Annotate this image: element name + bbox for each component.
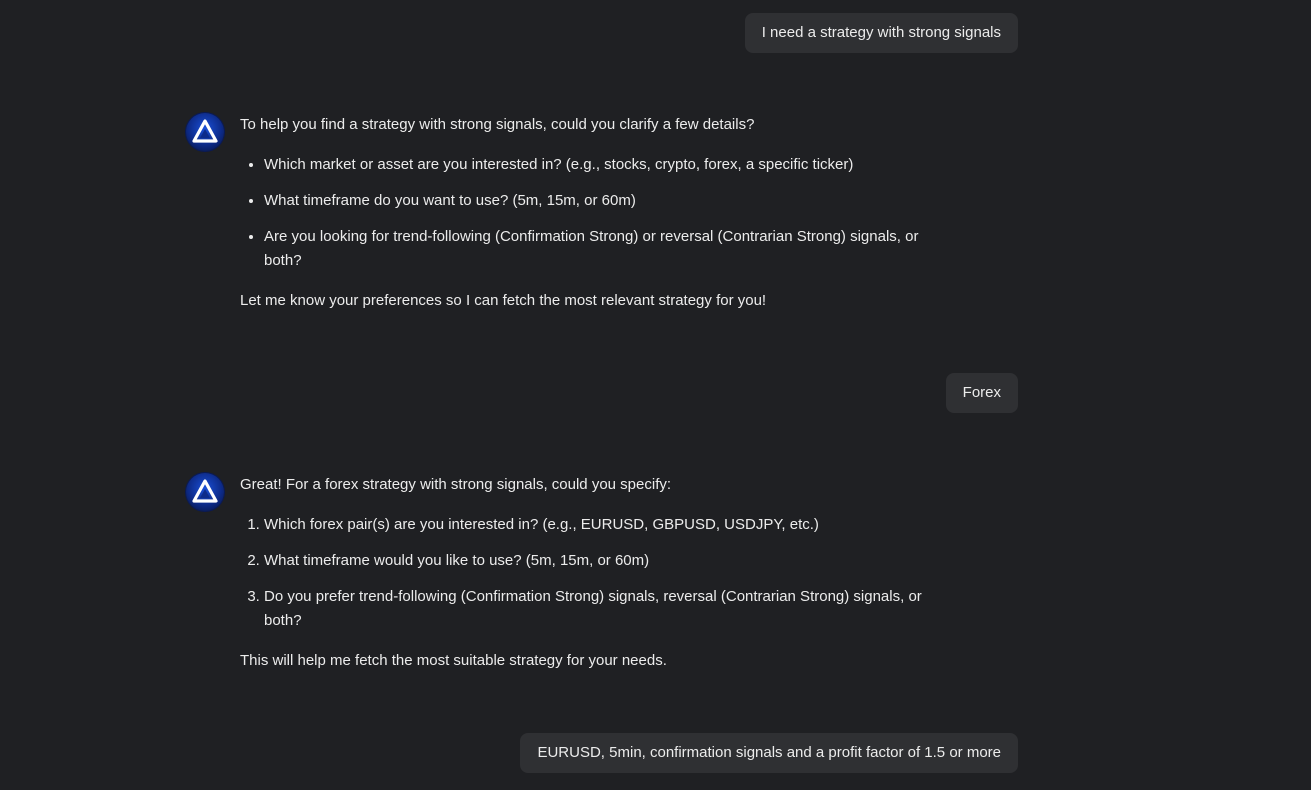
user-message <box>946 373 1018 413</box>
assistant-message-body <box>240 113 956 313</box>
assistant-avatar <box>186 113 224 151</box>
question-list <box>240 153 956 273</box>
user-message-bubble[interactable]: EURUSD, 5min, confirmation signals and a profit factor of 1.5 or more <box>520 733 1018 773</box>
list-item: • Which market or asset are you interested in? (e.g., stocks, crypto, forex, a specific ticker) <box>264 153 956 177</box>
question-list <box>240 513 956 633</box>
assistant-message-outro: This will help me fetch the most suitable strategy for your needs. <box>240 652 667 669</box>
assistant-message-intro: To help you find a strategy with strong signals, could you clarify a few details? <box>240 116 755 133</box>
list-item: • What timeframe do you want to use? (5m, 15m, or 60m) <box>264 189 956 213</box>
user-message-bubble[interactable]: Forex <box>946 373 1018 413</box>
assistant-avatar <box>186 473 224 511</box>
assistant-message-body <box>240 473 956 673</box>
triangle-logo-icon <box>186 473 224 511</box>
list-item: 1. Which forex pair(s) are you interested in? (e.g., EURUSD, GBPUSD, USDJPY, etc.) <box>264 513 956 537</box>
list-item: 3. Do you prefer trend-following (Confirmation Strong) signals, reversal (Contrarian Strong) signals, or both? <box>264 585 956 633</box>
user-message <box>520 733 1018 773</box>
assistant-message-outro: Let me know your preferences so I can fetch the most relevant strategy for you! <box>240 292 767 309</box>
assistant-message-intro: Great! For a forex strategy with strong signals, could you specify: <box>240 476 672 493</box>
triangle-logo-icon <box>186 113 224 151</box>
user-message <box>745 13 1018 53</box>
list-item: 2. What timeframe would you like to use? (5m, 15m, or 60m) <box>264 549 956 573</box>
list-item: • Are you looking for trend-following (Confirmation Strong) or reversal (Contrarian Strong) signals, or both? <box>264 225 956 273</box>
user-message-bubble[interactable]: I need a strategy with strong signals <box>745 13 1018 53</box>
